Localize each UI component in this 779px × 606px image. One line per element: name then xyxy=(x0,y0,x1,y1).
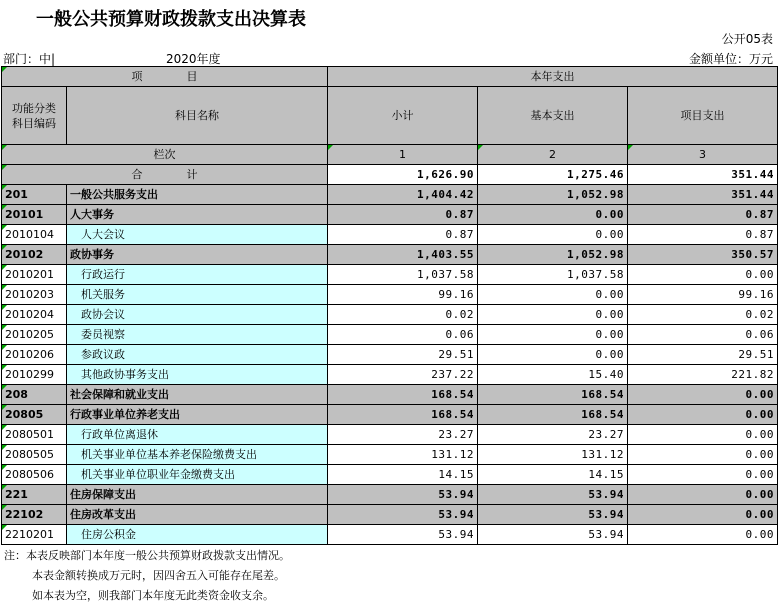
row-subtotal: 168.54 xyxy=(328,405,478,425)
header-basic: 基本支出 xyxy=(478,87,628,145)
footnotes xyxy=(4,546,290,606)
row-basic: 14.15 xyxy=(478,465,628,485)
footnote-2: 本表金额转换成万元时，因四舍五入可能存在尾差。 xyxy=(32,569,285,582)
row-code: 20102 xyxy=(2,245,67,265)
row-name: 人大事务 xyxy=(67,205,328,225)
table-row xyxy=(2,305,778,325)
table-row xyxy=(2,265,778,285)
row-basic: 0.00 xyxy=(478,225,628,245)
table-row xyxy=(2,505,778,525)
row-basic: 0.00 xyxy=(478,205,628,225)
row-code: 2080506 xyxy=(2,465,67,485)
row-project: 0.00 xyxy=(628,485,778,505)
row-name: 委员视察 xyxy=(67,325,328,345)
total-project: 351.44 xyxy=(628,165,778,185)
table-row xyxy=(2,205,778,225)
row-basic: 1,052.98 xyxy=(478,185,628,205)
row-basic: 0.00 xyxy=(478,285,628,305)
row-project: 99.16 xyxy=(628,285,778,305)
row-project: 0.00 xyxy=(628,505,778,525)
row-basic: 53.94 xyxy=(478,485,628,505)
row-name: 机关事业单位基本养老保险缴费支出 xyxy=(67,445,328,465)
footnote-3: 如本表为空，则我部门本年度无此类资金收支余。 xyxy=(32,589,274,602)
row-project: 29.51 xyxy=(628,345,778,365)
row-code: 20805 xyxy=(2,405,67,425)
row-name: 政协事务 xyxy=(67,245,328,265)
row-name: 住房保障支出 xyxy=(67,485,328,505)
total-basic: 1,275.46 xyxy=(478,165,628,185)
row-project: 0.00 xyxy=(628,425,778,445)
table-row xyxy=(2,325,778,345)
row-code: 221 xyxy=(2,485,67,505)
row-project: 350.57 xyxy=(628,245,778,265)
table-row xyxy=(2,465,778,485)
row-code: 2010206 xyxy=(2,345,67,365)
row-basic: 168.54 xyxy=(478,405,628,425)
table-row xyxy=(2,185,778,205)
table-row xyxy=(2,245,778,265)
row-subtotal: 23.27 xyxy=(328,425,478,445)
row-name: 人大会议 xyxy=(67,225,328,245)
row-name: 行政运行 xyxy=(67,265,328,285)
table-row xyxy=(2,485,778,505)
table-row xyxy=(2,285,778,305)
row-name: 一般公共服务支出 xyxy=(67,185,328,205)
row-subtotal: 131.12 xyxy=(328,445,478,465)
row-basic: 1,052.98 xyxy=(478,245,628,265)
row-subtotal: 1,404.42 xyxy=(328,185,478,205)
row-subtotal: 0.06 xyxy=(328,325,478,345)
footnote-1: 注：本表反映部门本年度一般公共预算财政拨款支出情况。 xyxy=(4,549,290,562)
row-basic: 15.40 xyxy=(478,365,628,385)
total-label: 合 计 xyxy=(2,165,328,185)
row-code: 2080501 xyxy=(2,425,67,445)
row-subtotal: 0.87 xyxy=(328,205,478,225)
row-basic: 0.00 xyxy=(478,345,628,365)
row-code: 2010205 xyxy=(2,325,67,345)
row-subtotal: 53.94 xyxy=(328,485,478,505)
row-code: 2010299 xyxy=(2,365,67,385)
table-row xyxy=(2,525,778,545)
header-project: 项目支出 xyxy=(628,87,778,145)
column-index-3: 3 xyxy=(628,145,778,165)
row-code: 20101 xyxy=(2,205,67,225)
row-subtotal: 0.87 xyxy=(328,225,478,245)
row-code: 2010204 xyxy=(2,305,67,325)
fiscal-year: 2020年度 xyxy=(166,52,221,66)
row-name: 行政单位离退休 xyxy=(67,425,328,445)
row-project: 0.00 xyxy=(628,445,778,465)
row-subtotal: 53.94 xyxy=(328,505,478,525)
row-project: 0.02 xyxy=(628,305,778,325)
row-basic: 53.94 xyxy=(478,505,628,525)
row-project: 351.44 xyxy=(628,185,778,205)
table-row xyxy=(2,345,778,365)
form-number: 公开05表 xyxy=(721,32,773,46)
row-basic: 131.12 xyxy=(478,445,628,465)
expenditure-table xyxy=(1,66,778,545)
row-name: 住房改革支出 xyxy=(67,505,328,525)
row-name: 其他政协事务支出 xyxy=(67,365,328,385)
row-project: 0.87 xyxy=(628,205,778,225)
row-code: 2210201 xyxy=(2,525,67,545)
row-subtotal: 1,037.58 xyxy=(328,265,478,285)
row-basic: 0.00 xyxy=(478,305,628,325)
row-project: 0.00 xyxy=(628,465,778,485)
row-project: 221.82 xyxy=(628,365,778,385)
row-name: 政协会议 xyxy=(67,305,328,325)
header-subtotal: 小计 xyxy=(328,87,478,145)
row-name: 社会保障和就业支出 xyxy=(67,385,328,405)
table-row xyxy=(2,365,778,385)
row-code: 2010203 xyxy=(2,285,67,305)
amount-unit: 金额单位：万元 xyxy=(688,52,773,66)
row-name: 行政事业单位养老支出 xyxy=(67,405,328,425)
row-project: 0.87 xyxy=(628,225,778,245)
row-project: 0.00 xyxy=(628,385,778,405)
row-name: 住房公积金 xyxy=(67,525,328,545)
row-subtotal: 14.15 xyxy=(328,465,478,485)
column-index-1: 1 xyxy=(328,145,478,165)
table-row xyxy=(2,405,778,425)
row-code: 2010104 xyxy=(2,225,67,245)
row-subtotal: 99.16 xyxy=(328,285,478,305)
row-project: 0.06 xyxy=(628,325,778,345)
total-subtotal: 1,626.90 xyxy=(328,165,478,185)
row-basic: 1,037.58 xyxy=(478,265,628,285)
row-basic: 168.54 xyxy=(478,385,628,405)
table-row xyxy=(2,425,778,445)
table-row xyxy=(2,225,778,245)
row-project: 0.00 xyxy=(628,265,778,285)
row-project: 0.00 xyxy=(628,525,778,545)
table-row xyxy=(2,385,778,405)
header-code: 功能分类 科目编码 xyxy=(2,87,67,145)
header-name: 科目名称 xyxy=(67,87,328,145)
row-subtotal: 0.02 xyxy=(328,305,478,325)
column-index-2: 2 xyxy=(478,145,628,165)
row-subtotal: 53.94 xyxy=(328,525,478,545)
row-project: 0.00 xyxy=(628,405,778,425)
report-title: 一般公共预算财政拨款支出决算表 xyxy=(36,9,306,30)
column-index-label: 栏次 xyxy=(2,145,328,165)
row-name: 机关服务 xyxy=(67,285,328,305)
row-code: 22102 xyxy=(2,505,67,525)
row-code: 2010201 xyxy=(2,265,67,285)
row-code: 201 xyxy=(2,185,67,205)
row-name: 参政议政 xyxy=(67,345,328,365)
row-basic: 53.94 xyxy=(478,525,628,545)
row-basic: 0.00 xyxy=(478,325,628,345)
header-item-group: 项 目 xyxy=(2,67,328,87)
header-current-year: 本年支出 xyxy=(328,67,778,87)
row-subtotal: 237.22 xyxy=(328,365,478,385)
row-subtotal: 1,403.55 xyxy=(328,245,478,265)
row-subtotal: 29.51 xyxy=(328,345,478,365)
row-subtotal: 168.54 xyxy=(328,385,478,405)
row-code: 2080505 xyxy=(2,445,67,465)
table-row xyxy=(2,445,778,465)
row-name: 机关事业单位职业年金缴费支出 xyxy=(67,465,328,485)
department-label: 部门：中| xyxy=(3,52,56,66)
row-basic: 23.27 xyxy=(478,425,628,445)
row-code: 208 xyxy=(2,385,67,405)
